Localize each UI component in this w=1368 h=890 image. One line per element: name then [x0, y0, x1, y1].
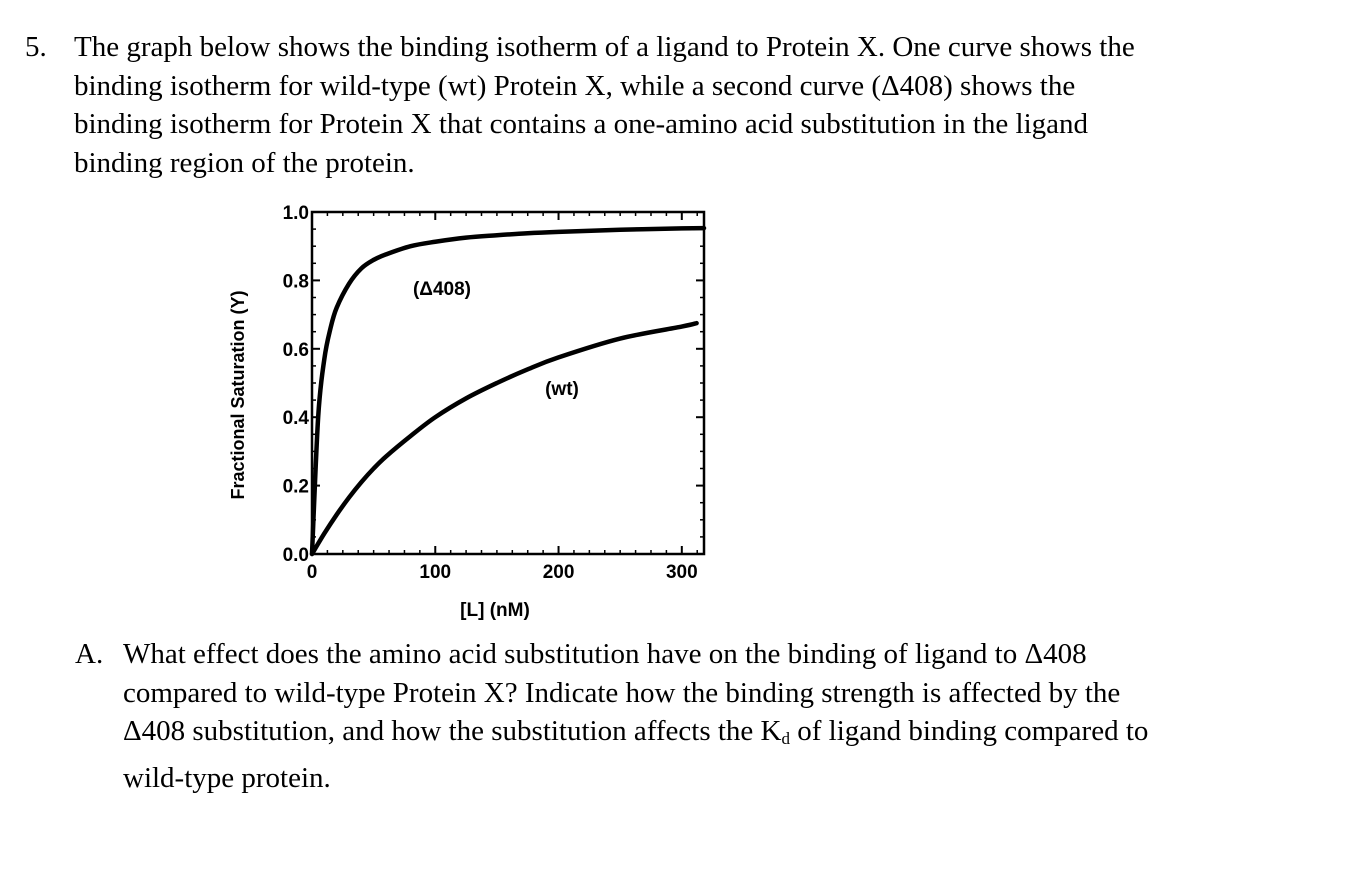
question-number: 5.	[25, 31, 47, 63]
question-5-line: binding isotherm for wild-type (wt) Protein X, while a second curve (Δ408) shows the	[74, 69, 1076, 102]
curve-delta408	[312, 228, 704, 554]
y-tick-label: 0.8	[282, 271, 309, 293]
question-5-line: binding isotherm for Protein X that contains a one-amino acid substitution in the ligand	[74, 108, 1089, 140]
question-5-line: binding region of the protein.	[74, 146, 415, 179]
y-tick-label: 1.0	[282, 203, 309, 224]
x-tick-label: 300	[665, 562, 698, 583]
question-a-line: What effect does the amino acid substitution have on the binding of ligand to Δ408	[123, 638, 1087, 670]
question-a-line3-end: of ligand binding compared to	[789, 715, 1149, 747]
question-5-line: The graph below shows the binding isotherm of a ligand to Protein X. One curve shows the	[74, 31, 1135, 63]
curve-label-wt: (wt)	[545, 379, 579, 400]
question-a-letter: A.	[75, 638, 104, 670]
y-tick-label: 0.6	[282, 339, 309, 361]
y-tick-label: 0.4	[282, 408, 309, 430]
curve-label-delta408: (Δ408)	[412, 279, 472, 300]
kd-subscript: d	[781, 729, 790, 748]
question-a-line: compared to wild-type Protein X? Indicate how the binding strength is affected by the	[123, 676, 1121, 709]
chart-axes	[283, 203, 704, 583]
curve-wt	[312, 323, 697, 554]
question-a-line	[123, 712, 1323, 759]
x-axis-title: [L] (nM)	[460, 600, 530, 621]
x-tick-label: 200	[542, 562, 575, 583]
y-axis-title: Fractional Saturation (Y)	[228, 290, 248, 500]
x-tick-label: 0	[306, 562, 318, 583]
y-tick-label: 0.0	[282, 545, 309, 566]
question-a-text	[123, 635, 1323, 797]
chart-labels	[228, 279, 579, 621]
question-a-line3-start: Δ408 substitution, and how the substitution affects the K	[123, 715, 782, 747]
chart-curves	[312, 228, 704, 554]
x-tick-label: 100	[419, 562, 452, 583]
y-tick-label: 0.2	[282, 476, 309, 498]
question-a-line: wild-type protein.	[123, 761, 331, 794]
